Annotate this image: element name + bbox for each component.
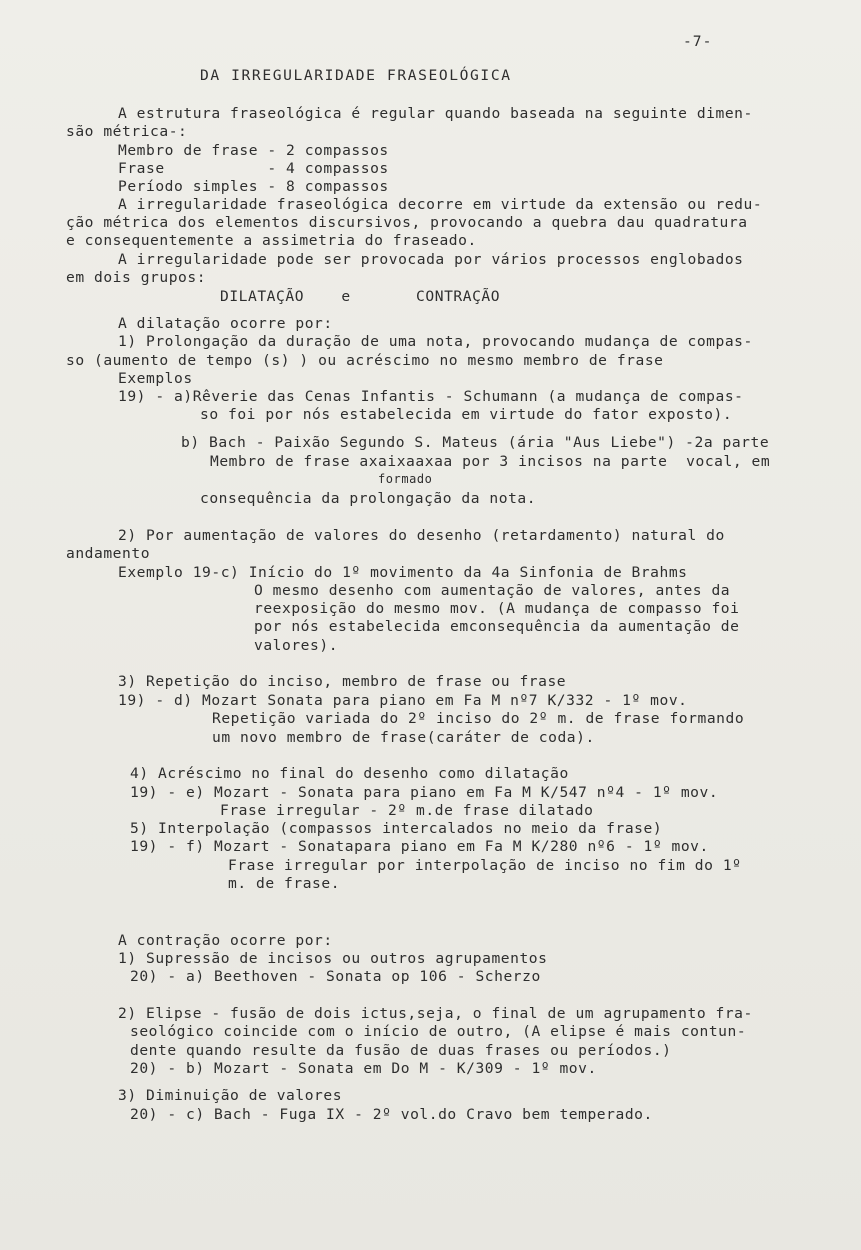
text-line: ção métrica dos elementos discursivos, provocando a quebra dau quadratura [66,214,748,231]
text-line: 20) - c) Bach - Fuga IX - 2º vol.do Cravo bem temperado. [130,1106,653,1123]
text-line: formado [378,472,433,486]
text-line: A contração ocorre por: [118,932,333,949]
text-line: e consequentemente a assimetria do fraseado. [66,232,477,249]
text-line: Exemplo 19-c) Início do 1º movimento da 4a Sinfonia de Brahms [118,564,688,581]
text-line: Frase irregular - 2º m.de frase dilatado [220,802,594,819]
text-line: 19) - f) Mozart - Sonatapara piano em Fa M K/280 nº6 - 1º mov. [130,838,709,855]
text-line: 19) - e) Mozart - Sonata para piano em Fa M K/547 nº4 - 1º mov. [130,784,719,801]
text-line: Período simples - 8 compassos [118,178,389,195]
section-heading: DILATAÇÃO e CONTRAÇÃO [220,288,501,305]
page-title: DA IRREGULARIDADE FRASEOLÓGICA [200,67,512,84]
text-line: 20) - a) Beethoven - Sonata op 106 - Scherzo [130,968,541,985]
text-line: 4) Acréscimo no final do desenho como dilatação [130,765,569,782]
text-line: consequência da prolongação da nota. [200,490,537,507]
text-line: Exemplos [118,370,193,387]
text-line: Membro de frase - 2 compassos [118,142,389,159]
text-line: m. de frase. [228,875,341,892]
text-line: 2) Elipse - fusão de dois ictus,seja, o final de um agrupamento fra- [118,1005,753,1022]
text-line: seológico coincide com o início de outro, (A elipse é mais contun- [130,1023,747,1040]
text-line: 2) Por aumentação de valores do desenho (retardamento) natural do [118,527,725,544]
text-line: 19) - a)Rêverie das Cenas Infantis - Schumann (a mudança de compas- [118,388,744,405]
text-line: andamento [66,545,151,562]
text-line: 5) Interpolação (compassos intercalados no meio da frase) [130,820,663,837]
text-line: 19) - d) Mozart Sonata para piano em Fa M nº7 K/332 - 1º mov. [118,692,688,709]
text-line: 3) Diminuição de valores [118,1087,343,1104]
text-line: 1) Prolongação da duração de uma nota, provocando mudança de compas- [118,333,753,350]
page-number: -7- [683,33,713,50]
text-line: Repetição variada do 2º inciso do 2º m. de frase formando [212,710,745,727]
text-line: A irregularidade fraseológica decorre em virtude da extensão ou redu- [118,196,763,213]
text-line: reexposição do mesmo mov. (A mudança de compasso foi [254,600,740,617]
text-line: 1) Supressão de incisos ou outros agrupamentos [118,950,548,967]
text-line: por nós estabelecida emconsequência da aumentação de [254,618,740,635]
text-line: valores). [254,637,339,654]
text-line: A dilatação ocorre por: [118,315,333,332]
text-line: so (aumento de tempo (s) ) ou acréscimo no mesmo membro de frase [66,352,664,369]
text-line: são métrica-: [66,123,188,140]
text-line: dente quando resulte da fusão de duas frases ou períodos.) [130,1042,672,1059]
text-line: Membro de frase axaixaaxaa por 3 incisos na parte vocal, em [210,453,771,470]
text-line: so foi por nós estabelecida em virtude do fator exposto). [200,406,733,423]
text-line: b) Bach - Paixão Segundo S. Mateus (ária "Aus Liebe") -2a parte [181,434,770,451]
text-line: A irregularidade pode ser provocada por vários processos englobados [118,251,744,268]
text-line: A estrutura fraseológica é regular quando baseada na seguinte dimen- [118,105,753,122]
text-line: um novo membro de frase(caráter de coda). [212,729,595,746]
text-line: Frase - 4 compassos [118,160,389,177]
text-line: 20) - b) Mozart - Sonata em Do M - K/309 - 1º mov. [130,1060,597,1077]
text-line: em dois grupos: [66,269,207,286]
text-line: O mesmo desenho com aumentação de valores, antes da [254,582,731,599]
text-line: 3) Repetição do inciso, membro de frase ou frase [118,673,567,690]
text-line: Frase irregular por interpolação de inciso no fim do 1º [228,857,742,874]
